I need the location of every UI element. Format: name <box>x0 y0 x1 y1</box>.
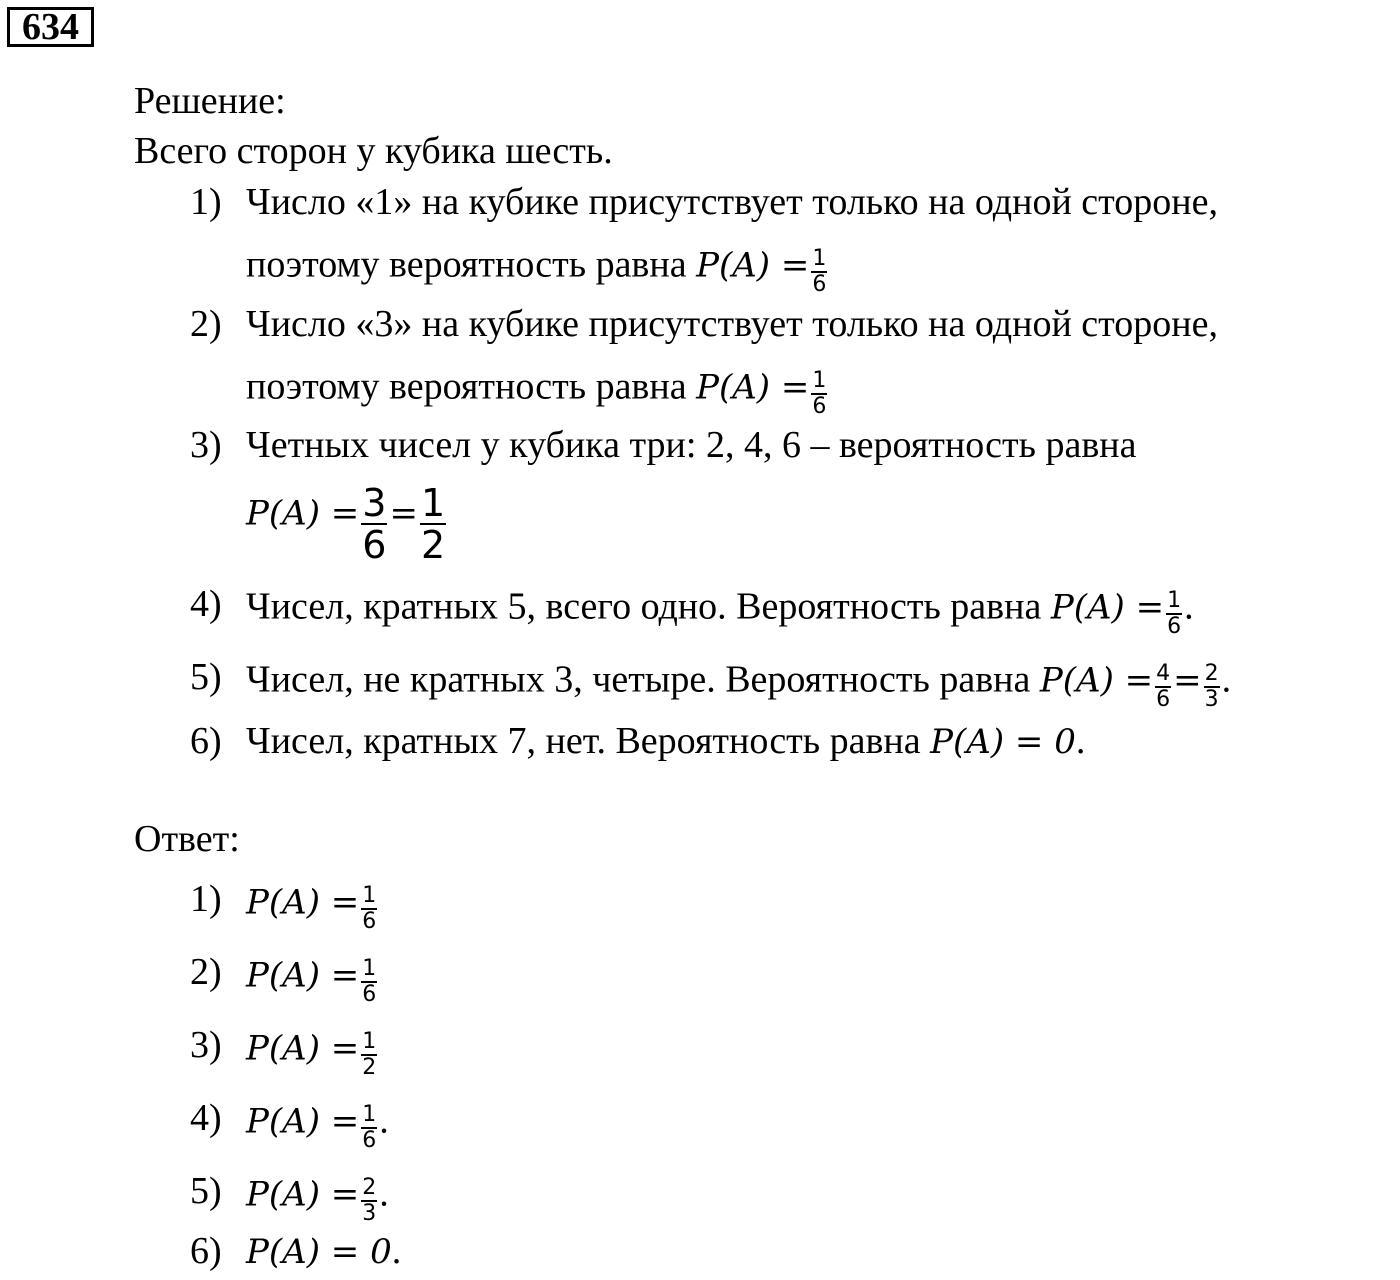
item-number: 4) <box>190 1097 222 1139</box>
answer-expression: P(A) = $\frac{2}{3}$ . <box>246 1172 389 1226</box>
item-number: 3) <box>190 424 222 466</box>
item-text-line: Чисел, кратных 7, нет. Вероятность равна P(A) = 0. <box>246 720 1086 762</box>
problem-number: 634 <box>7 7 94 47</box>
answer-expression: P(A) = $\frac{1}{2}$ <box>246 1028 377 1080</box>
probability-expression: P(A) = <box>696 367 810 408</box>
solution-item-3-formula <box>246 475 448 567</box>
fraction: $\frac{3}{6}$ <box>362 481 387 567</box>
solution-item-1-continuation <box>246 243 829 297</box>
fraction: $\frac{1}{6}$ <box>362 883 377 934</box>
fraction: $\frac{1}{2}$ <box>362 1029 377 1080</box>
item-number: 5) <box>190 656 222 698</box>
probability-expression: P(A) = <box>246 493 360 534</box>
item-number: 1) <box>190 878 222 920</box>
solution-intro: Всего сторон у кубика шесть. <box>134 130 613 172</box>
item-number: 6) <box>190 720 222 762</box>
item-number: 2) <box>190 951 222 993</box>
fraction: $\frac{1}{6}$ <box>1167 588 1182 639</box>
fraction: $\frac{4}{6}$ <box>1156 661 1171 712</box>
item-text: Число «3» на кубике присутствует только на одной стороне, <box>246 303 1218 345</box>
solution-label: Решение: <box>134 80 286 122</box>
item-text: Четных чисел у кубика три: 2, 4, 6 – вероятность равна <box>246 424 1137 466</box>
item-number: 6) <box>190 1230 222 1272</box>
answer-expression: P(A) = $\frac{1}{6}$ . <box>246 1099 389 1153</box>
fraction: $\frac{2}{3}$ <box>1204 661 1219 712</box>
item-number: 2) <box>190 303 222 345</box>
item-number: 5) <box>190 1170 222 1212</box>
probability-expression: P(A) = <box>696 245 810 286</box>
answer-expression: P(A) = $\frac{1}{6}$ <box>246 955 377 1007</box>
item-text: поэтому вероятность равна <box>246 243 687 286</box>
item-text-line: Чисел, кратных 5, всего одно. Вероятность равна P(A) = $\frac{1}{6}$ . <box>246 585 1194 639</box>
answer-label: Ответ: <box>134 818 240 860</box>
answer-expression: P(A) = $\frac{1}{6}$ <box>246 882 377 934</box>
fraction: $\frac{1}{6}$ <box>362 1102 377 1153</box>
fraction: $\frac{2}{3}$ <box>362 1175 377 1226</box>
item-number: 1) <box>190 181 222 223</box>
equals-sign: = <box>389 493 418 534</box>
solution-item-2-continuation <box>246 365 829 419</box>
item-text: Число «1» на кубике присутствует только на одной стороне, <box>246 181 1218 223</box>
item-number: 4) <box>190 583 222 625</box>
fraction: $\frac{1}{2}$ <box>420 481 446 567</box>
item-text: поэтому вероятность равна <box>246 365 687 408</box>
fraction: $\frac{1}{6}$ <box>812 246 827 297</box>
item-number: 3) <box>190 1024 222 1066</box>
fraction: $\frac{1}{6}$ <box>812 368 827 419</box>
answer-expression: P(A) = 0. <box>246 1230 402 1272</box>
item-text-line: Чисел, не кратных 3, четыре. Вероятность равна P(A) = $\frac{4}{6}$ = $\frac{2}{3}$ . <box>246 658 1232 712</box>
fraction: $\frac{1}{6}$ <box>362 956 377 1007</box>
